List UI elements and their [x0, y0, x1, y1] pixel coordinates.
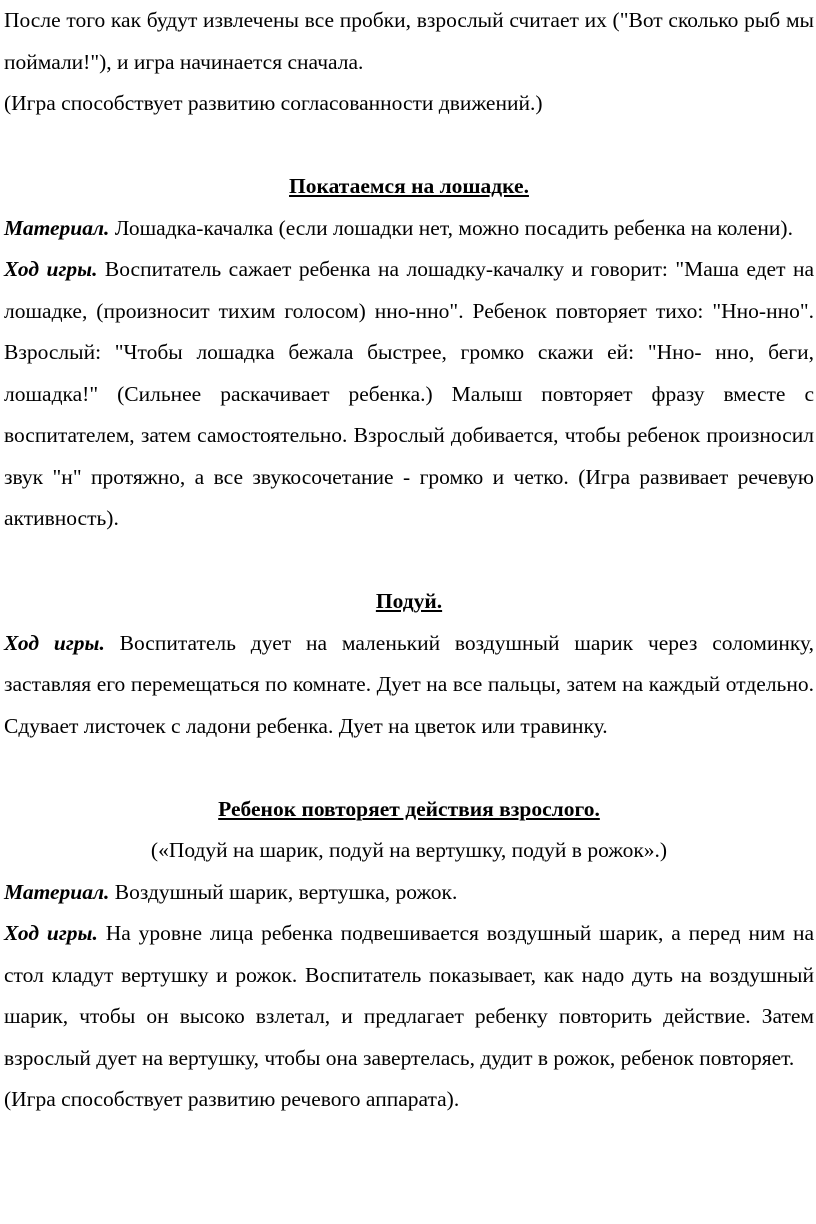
- intro-paragraph: После того как будут извлечены все пробки, взрослый считает их ("Вот сколько рыб мы поймали!"), и игра начинается сначала.: [4, 8, 814, 74]
- intro-note: (Игра способствует развитию согласованности движений.): [4, 91, 543, 115]
- section-repeat-material: [4, 872, 814, 914]
- section-horse-title: Покатаемся на лошадке.: [289, 174, 529, 198]
- material-text: Воздушный шарик, вертушка, рожок.: [109, 879, 458, 904]
- material-text: Лошадка-качалка (если лошадки нет, можно посадить ребенка на колени).: [109, 215, 793, 240]
- course-text: На уровне лица ребенка подвешивается воздушный шарик, а перед ним на стол кладут вертушку и рожок. Воспитатель показывает, как надо дуть на воздушный шарик, чтобы он высоко взлетал, и предлагает ребенку повторить действие. Затем взрослый дует на вертушку, чтобы она завертелась, дудит в рожок, ребенок повторяет.: [4, 921, 814, 1070]
- section-horse-material: [4, 208, 814, 250]
- course-text: Воспитатель дует на маленький воздушный шарик через соломинку, заставляя его перемещаться по комнате. Дует на все пальцы, затем на каждый отдельно. Сдувает листочек с ладони ребенка. Дует на цветок или травинку.: [4, 630, 815, 738]
- section-repeat-note: (Игра способствует развитию речевого аппарата).: [4, 1087, 460, 1111]
- section-blow-title: Подуй.: [375, 589, 443, 613]
- section-repeat-course: [4, 913, 814, 1079]
- course-label: Ход игры.: [4, 257, 98, 281]
- course-label: Ход игры.: [4, 630, 105, 655]
- section-repeat-subtitle: («Подуй на шарик, подуй на вертушку, подуй в рожок».): [150, 838, 668, 862]
- material-label: Материал.: [4, 879, 110, 904]
- course-label: Ход игры.: [4, 921, 98, 945]
- course-text: Воспитатель сажает ребенка на лошадку-качалку и говорит: "Маша едет на лошадке, (произносит тихим голосом) нно-нно". Ребенок повторяет тихо: "Нно-нно". Взрослый: "Чтобы лошадка бежала быстрее, громко скажи ей: "Нно- нно, беги, лошадка!" (Сильнее раскачивает ребенка.) Малыш повторяет фразу вместе с воспитателем, затем самостоятельно. Взрослый добивается, чтобы ребенок произносил звук "н" протяжно, а все звукосочетание - громко и четко. (Игра развивает речевую активность).: [4, 257, 814, 530]
- section-repeat-title: Ребенок повторяет действия взрослого.: [218, 796, 600, 821]
- section-horse-course: [4, 249, 814, 540]
- spacer: [4, 747, 816, 789]
- material-label: Материал.: [4, 215, 110, 240]
- section-blow-course: [4, 623, 814, 748]
- spacer: [4, 540, 816, 582]
- spacer: [4, 125, 816, 167]
